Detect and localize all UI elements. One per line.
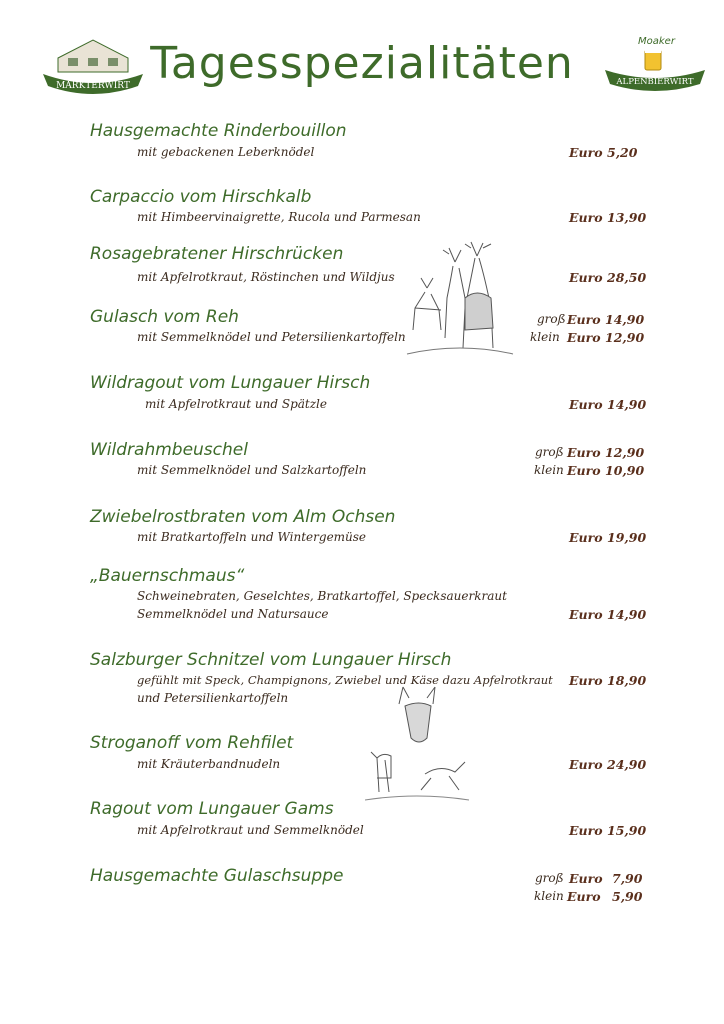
dish-name: „Bauernschmaus“	[90, 566, 245, 586]
portion-size: groß	[535, 871, 564, 885]
markterwirt-logo	[38, 28, 148, 98]
dish-description: Semmelknödel und Natursauce	[137, 607, 329, 621]
page-title: Tagesspezialitäten	[150, 38, 574, 89]
dish-description: gefühlt mit Speck, Champignons, Zwiebel und Käse dazu Apfelrotkraut	[137, 673, 553, 687]
deer-illustration	[365, 682, 470, 807]
price-amount: 19,90	[607, 530, 647, 545]
price-currency: Euro	[569, 145, 603, 160]
dish-description: mit Apfelrotkraut und Spätzle	[145, 397, 327, 411]
dish-name: Zwiebelrostbraten vom Alm Ochsen	[90, 507, 396, 527]
price-currency: Euro	[569, 871, 603, 886]
alpenbierwirt-logo	[600, 28, 710, 98]
price-currency: Euro	[569, 530, 603, 545]
portion-size: groß	[535, 445, 564, 459]
dish-name: Gulasch vom Reh	[90, 307, 239, 327]
portion-size: klein	[530, 330, 560, 344]
dish-description: mit Himbeervinaigrette, Rucola und Parmesan	[137, 210, 421, 224]
price-currency: Euro	[567, 445, 601, 460]
dish-name: Stroganoff vom Rehfilet	[90, 733, 294, 753]
price-amount: 28,50	[607, 270, 647, 285]
price-amount: 5,90	[612, 889, 643, 904]
price-amount: 5,20	[607, 145, 638, 160]
svg-text:ALPENBIERWIRT: ALPENBIERWIRT	[616, 77, 694, 87]
dish-name: Wildragout vom Lungauer Hirsch	[90, 373, 371, 393]
price-amount: 10,90	[605, 463, 645, 478]
stag-illustration	[405, 238, 515, 360]
dish-description: Schweinebraten, Geselchtes, Bratkartoffel, Specksauerkraut	[137, 589, 507, 603]
price-amount: 13,90	[607, 210, 647, 225]
price-currency: Euro	[569, 210, 603, 225]
price-amount: 7,90	[612, 871, 643, 886]
dish-description: mit Apfelrotkraut und Semmelknödel	[137, 823, 364, 837]
dish-description: und Petersilienkartoffeln	[137, 691, 289, 705]
price-currency: Euro	[567, 312, 601, 327]
price-currency: Euro	[569, 607, 603, 622]
price-currency: Euro	[567, 330, 601, 345]
dish-description: mit Apfelrotkraut, Röstinchen und Wildjus	[137, 270, 395, 284]
price-amount: 12,90	[605, 330, 645, 345]
dish-name: Ragout vom Lungauer Gams	[90, 799, 334, 819]
price-currency: Euro	[569, 757, 603, 772]
portion-size: klein	[534, 463, 564, 477]
price-amount: 15,90	[607, 823, 647, 838]
portion-size: klein	[534, 889, 564, 903]
svg-text:Moaker: Moaker	[638, 36, 675, 47]
dish-description: mit Kräuterbandnudeln	[137, 757, 281, 771]
dish-description: mit Bratkartoffeln und Wintergemüse	[137, 530, 367, 544]
price-currency: Euro	[567, 463, 601, 478]
dish-name: Wildrahmbeuschel	[90, 440, 248, 460]
price-amount: 12,90	[605, 445, 645, 460]
price-currency: Euro	[569, 270, 603, 285]
price-currency: Euro	[569, 823, 603, 838]
dish-description: mit gebackenen Leberknödel	[137, 145, 315, 159]
dish-name: Salzburger Schnitzel vom Lungauer Hirsch	[90, 650, 452, 670]
price-amount: 24,90	[607, 757, 647, 772]
price-amount: 14,90	[607, 397, 647, 412]
portion-size: groß	[537, 312, 566, 326]
svg-text:MARKTERWIRT: MARKTERWIRT	[56, 81, 130, 91]
price-currency: Euro	[569, 397, 603, 412]
price-amount: 18,90	[607, 673, 647, 688]
dish-name: Rosagebratener Hirschrücken	[90, 244, 344, 264]
dish-name: Hausgemachte Rinderbouillon	[90, 121, 347, 141]
dish-description: mit Semmelknödel und Petersilienkartoffeln	[137, 330, 406, 344]
dish-name: Carpaccio vom Hirschkalb	[90, 187, 312, 207]
price-amount: 14,90	[605, 312, 645, 327]
price-currency: Euro	[569, 673, 603, 688]
dish-name: Hausgemachte Gulaschsuppe	[90, 866, 344, 886]
dish-description: mit Semmelknödel und Salzkartoffeln	[137, 463, 367, 477]
price-currency: Euro	[567, 889, 601, 904]
price-amount: 14,90	[607, 607, 647, 622]
